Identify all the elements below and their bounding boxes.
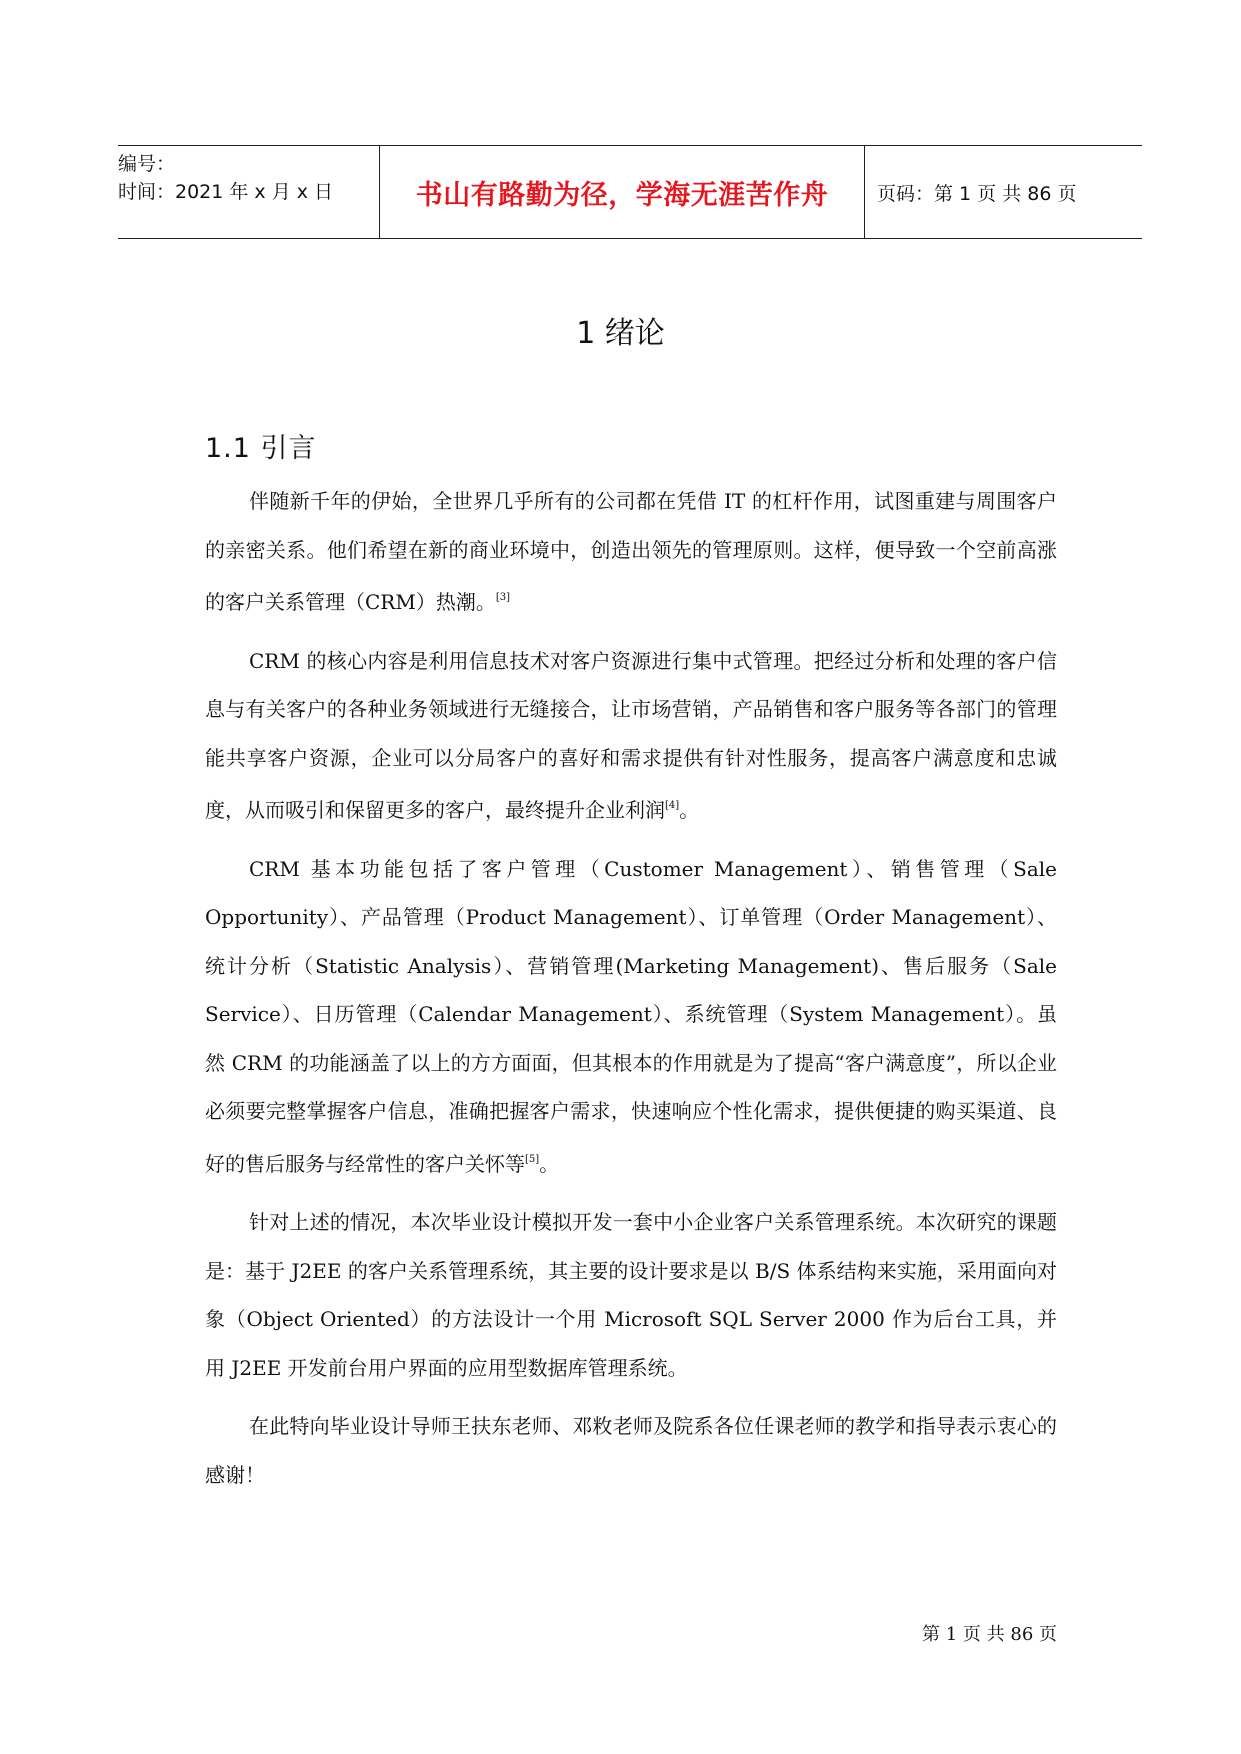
chapter-title: 1 绪论: [576, 316, 665, 351]
paragraph: [205, 845, 1057, 1189]
header-left-cell: [118, 146, 379, 238]
paragraph-text: CRM 基本功能包括了客户管理（Customer Management）、销售管理（Sale Opportunity）、产品管理（Product Management）、订单管理（Order Management）、统计分析（Statistic Analysis）、营销管理(Marketing Management)、售后服务（Sale Service）、日历管理（Calendar Management）、系统管理（System Management）。虽然 CRM 的功能涵盖了以上的方方面面，但其根本的作用就是为了提高“客户满意度”，所以企业必须要完整掌握客户信息，准确把握客户需求，快速响应个性化需求，提供便捷的购买渠道、良好的售后服务与经常性的客户关怀等: [205, 856, 1057, 1176]
paragraph: [205, 637, 1057, 835]
paragraph-text: 伴随新千年的伊始，全世界几乎所有的公司都在凭借 IT 的杠杆作用，试图重建与周围客户的亲密关系。他们希望在新的商业环境中，创造出领先的管理原则。这样，便导致一个空前高涨的客户关系管理（CRM）热潮。: [205, 489, 1057, 614]
header-motto: 书山有路勤为径，学海无涯苦作舟: [379, 146, 865, 238]
header-table: [118, 145, 1142, 239]
document-time-label: 时间：2021 年 x 月 x 日: [118, 181, 334, 203]
citation: [5]: [525, 1153, 540, 1165]
body-text: [205, 477, 1057, 1509]
header-page-info: 页码：第 1 页 共 86 页: [877, 182, 1077, 205]
paragraph: [205, 477, 1057, 627]
document-number-label: 编号：: [118, 153, 176, 175]
paragraph-tail: 。: [539, 1151, 560, 1176]
paragraph-text: CRM 的核心内容是利用信息技术对客户资源进行集中式管理。把经过分析和处理的客户信息与有关客户的各种业务领域进行无缝接合，让市场营销，产品销售和客户服务等各部门的管理能共享客户资源，企业可以分局客户的喜好和需求提供有针对性服务，提高客户满意度和忠诚度，从而吸引和保留更多的客户，最终提升企业利润: [205, 648, 1057, 822]
paragraph-tail: 。: [679, 798, 700, 822]
paragraph: [205, 1402, 1057, 1499]
paragraph: [205, 1198, 1057, 1392]
paragraph-text: 在此特向毕业设计导师王扶东老师、邓敉老师及院系各位任课老师的教学和指导表示衷心的感谢！: [205, 1414, 1057, 1487]
paragraph-text: 针对上述的情况，本次毕业设计模拟开发一套中小企业客户关系管理系统。本次研究的课题是：基于 J2EE 的客户关系管理系统，其主要的设计要求是以 B/S 体系结构来实施，采用面向对象（Object Oriented）的方法设计一个用 Microsoft SQL Server 2000 作为后台工具，并用 J2EE 开发前台用户界面的应用型数据库管理系统。: [205, 1210, 1057, 1380]
section-title: 1.1 引言: [205, 433, 317, 464]
page-footer: 第 1 页 共 86 页: [922, 1624, 1057, 1645]
citation: [3]: [495, 592, 511, 603]
citation: [4]: [665, 800, 680, 811]
